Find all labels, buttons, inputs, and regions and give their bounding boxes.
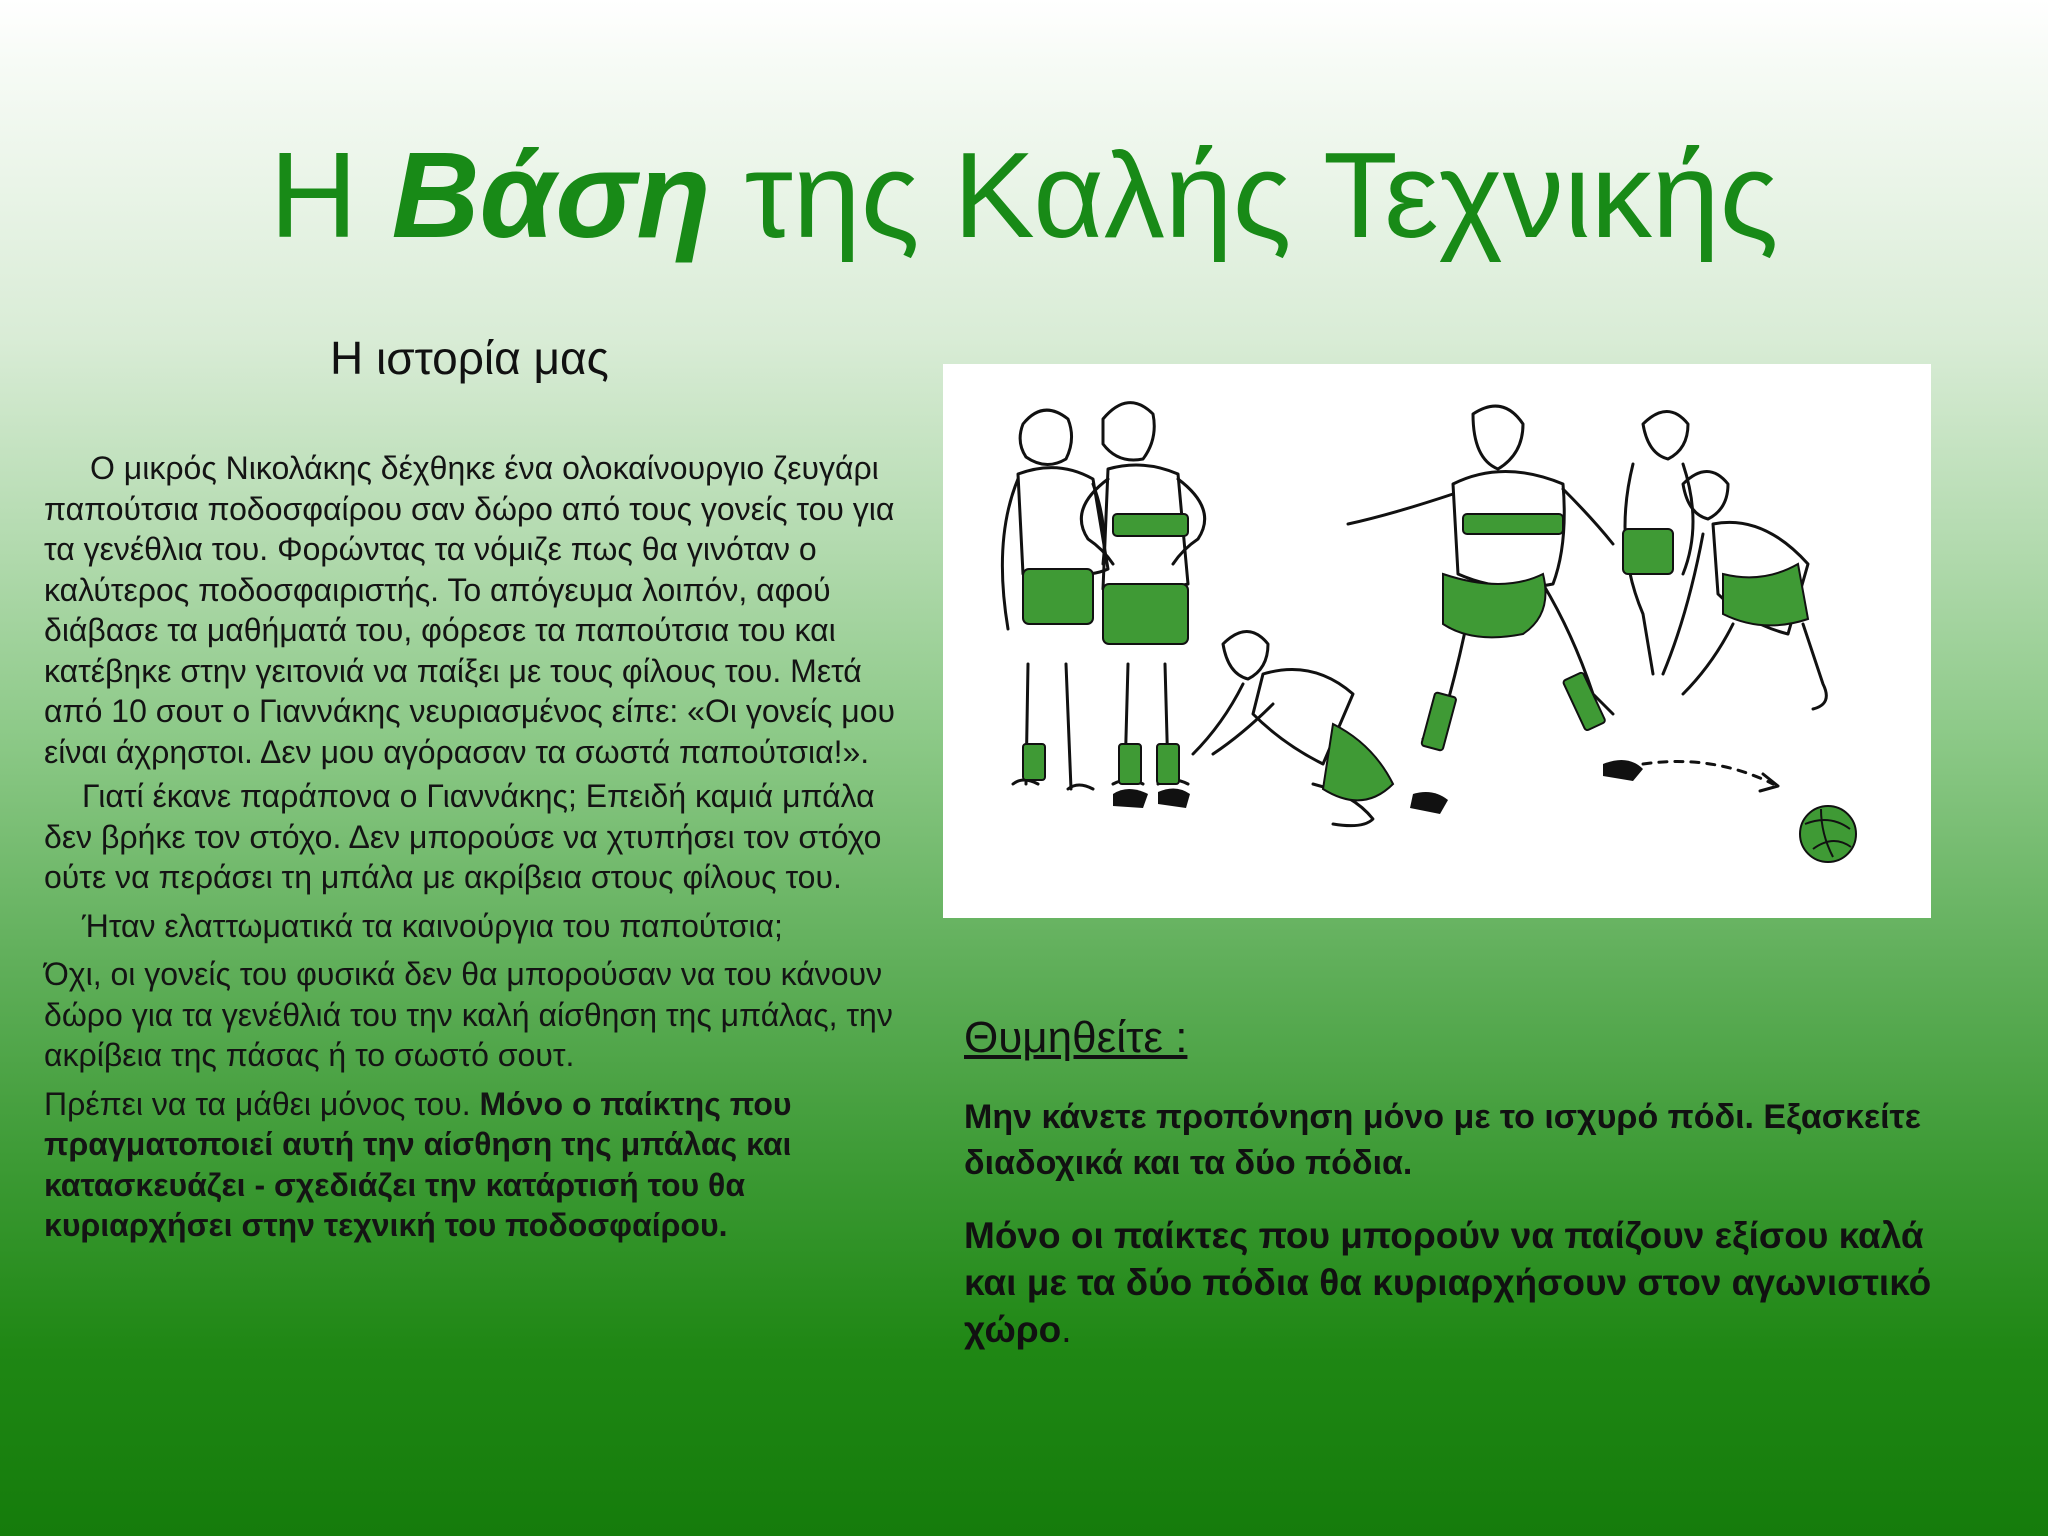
ball-trajectory	[1643, 762, 1773, 785]
player-4-shirt-stripe	[1463, 514, 1563, 534]
player-4-shorts	[1443, 574, 1546, 637]
player-4-boot-right	[1603, 760, 1643, 781]
title-emphasis: Βάση	[391, 127, 711, 263]
player-2-boot-left	[1113, 789, 1148, 808]
player-2-shorts	[1103, 584, 1188, 644]
remember-block	[964, 1094, 1964, 1353]
football-illustration	[943, 364, 1931, 918]
slide-title	[0, 120, 2048, 270]
player-2-shirt-stripe	[1113, 514, 1188, 536]
football-players-illustration-icon	[943, 364, 1931, 918]
story-paragraph-4	[44, 954, 914, 1076]
football-ball	[1800, 806, 1856, 862]
player-5-shorts	[1623, 529, 1673, 574]
story-paragraph-3	[44, 906, 914, 947]
story-paragraph-5	[44, 1084, 914, 1246]
remember-paragraph-1: Μην κάνετε προπόνηση μόνο με το ισχυρό πόδι. Εξασκείτε διαδοχικά και τα δύο πόδια.	[964, 1098, 1921, 1182]
title-part-1: Η	[269, 127, 392, 263]
title-part-2: της Καλής Τεχνικής	[710, 127, 1779, 263]
story-subtitle: Η ιστορία μας	[330, 332, 609, 384]
story-paragraph-1	[44, 448, 914, 772]
story-paragraph-4-text: Όχι, οι γονείς του φυσικά δεν θα μπορούσαν να του κάνουν δώρο για τα γενέθλιά του την καλή αίσθηση της μπάλας, την ακρίβεια της πάσας ή το σωστό σουτ.	[44, 956, 893, 1073]
player-6-shorts	[1723, 564, 1808, 625]
story-paragraph-2-text: Γιατί έκανε παράπονα ο Γιαννάκης; Επειδή καμιά μπάλα δεν βρήκε τον στόχο. Δεν μπορούσε να χτυπήσει τον στόχο ούτε να περάσει τη μπάλα με ακρίβεια στους φίλους του.	[44, 778, 882, 895]
player-4-boot-left	[1410, 792, 1448, 814]
story-paragraph-3-text: Ήταν ελαττωματικά τα καινούργια του παπούτσια;	[82, 907, 783, 944]
player-2-sock-right	[1157, 744, 1179, 784]
player-1-shorts	[1023, 569, 1093, 624]
player-2-boot-right	[1158, 788, 1190, 808]
player-1-sock	[1023, 744, 1045, 780]
remember-paragraph-2	[964, 1212, 1964, 1353]
player-3-shorts	[1323, 724, 1393, 800]
remember-paragraph-2-text: Μόνο οι παίκτες που μπορούν να παίζουν εξίσου καλά και με τα δύο πόδια θα κυριαρχήσουν στον αγωνιστικό χώρο	[964, 1215, 1932, 1350]
remember-heading: Θυμηθείτε :	[964, 1013, 1188, 1062]
story-paragraph-2	[44, 776, 914, 898]
story-text-block	[44, 448, 914, 1246]
player-4-sock-left	[1421, 692, 1456, 751]
story-paragraph-5-bold: Μόνο ο παίκτης που πραγματοποιεί αυτή την αίσθηση της μπάλας και κατασκευάζει - σχεδιάζει την κατάρτισή του θα κυριαρχήσει στην τεχνική του ποδοσφαίρου.	[44, 1085, 792, 1243]
story-paragraph-1-text: Ο μικρός Νικολάκης δέχθηκε ένα ολοκαίνουργιο ζευγάρι παπούτσια ποδοσφαίρου σαν δώρο από τους γονείς του για τα γενέθλια του. Φορώντας τα νόμιζε πως θα γινόταν ο καλύτερος ποδοσφαιριστής. Το απόγευμα λοιπόν, αφού διάβασε τα μαθήματά του, φόρεσε τα παπούτσια του και κατέβηκε στην γειτονιά να παίξει με τους φίλους του. Μετά από 10 σουτ ο Γιαννάκης νευριασμένος είπε: «Οι γονείς μου είναι άχρηστοι. Δεν μου αγόρασαν τα σωστά παπούτσια!».	[44, 450, 896, 770]
story-paragraph-5-normal: Πρέπει να τα μάθει μόνος του.	[44, 1085, 480, 1122]
remember-paragraph-2-end: .	[1061, 1309, 1072, 1350]
player-2-sock-left	[1119, 744, 1141, 784]
